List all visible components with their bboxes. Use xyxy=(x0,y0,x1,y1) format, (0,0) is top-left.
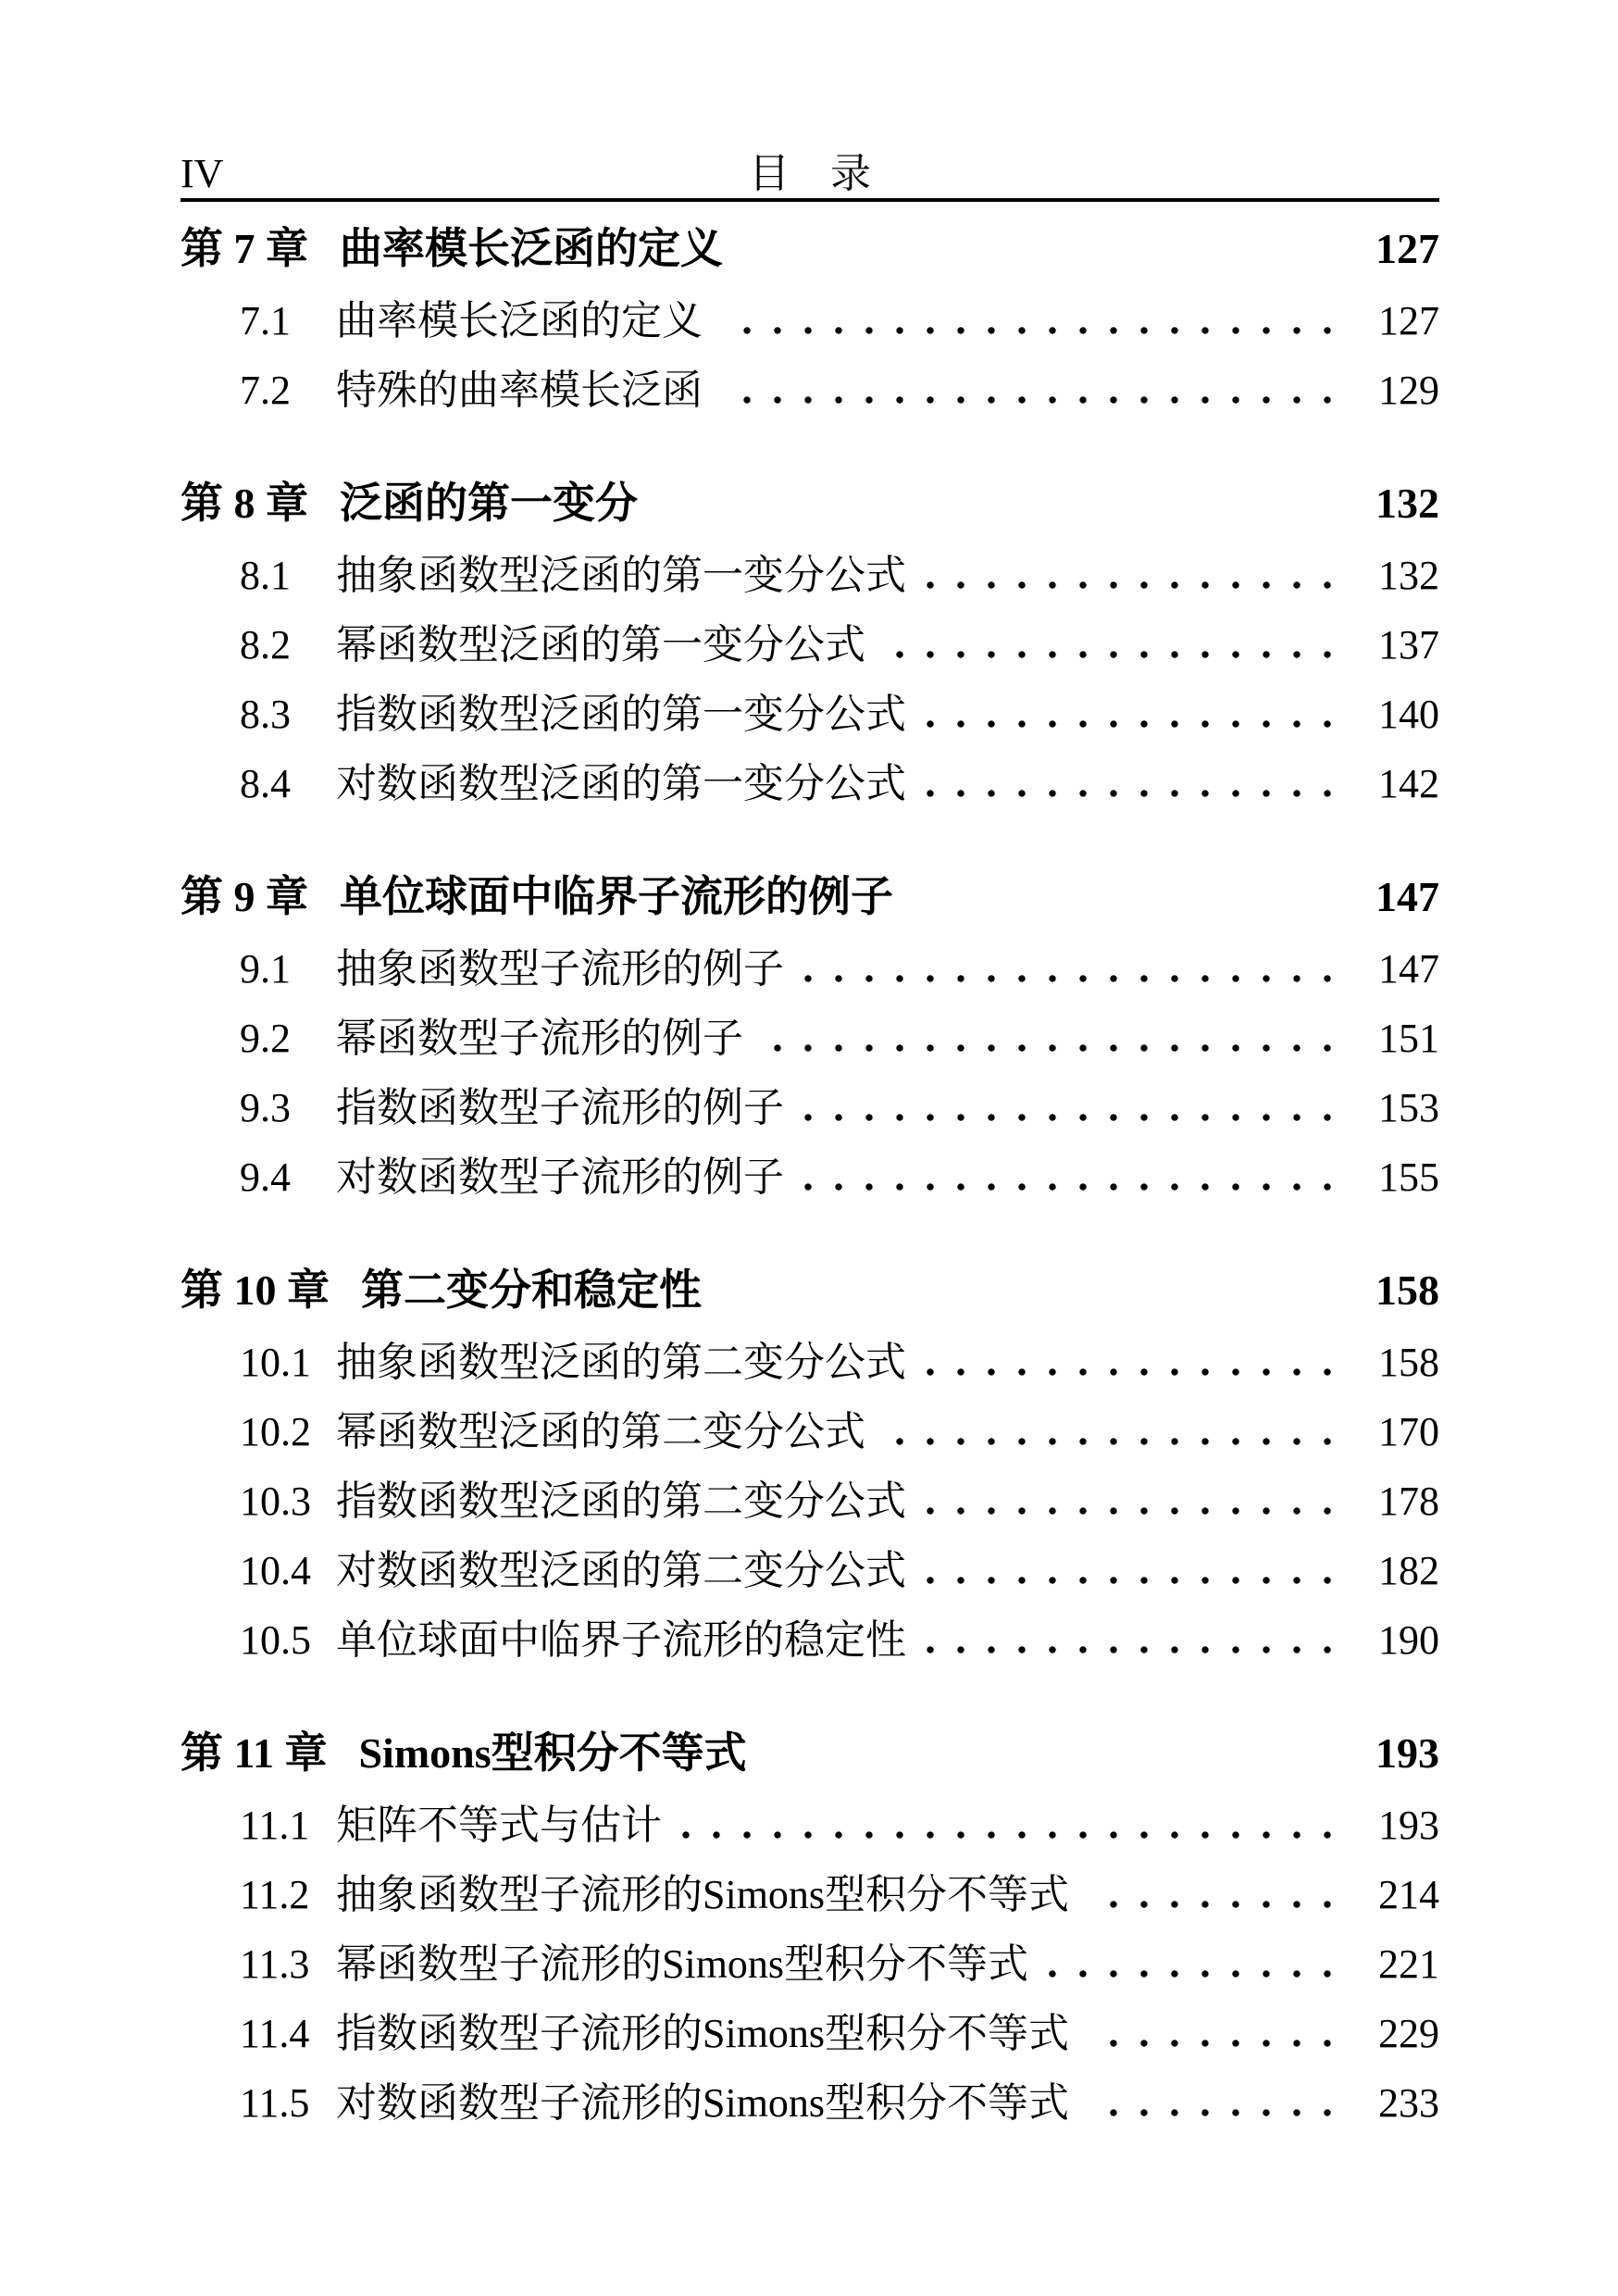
dot-leader xyxy=(927,1368,1354,1376)
dot-leader xyxy=(927,790,1354,797)
dot-leader xyxy=(723,396,1354,404)
chapter-title: 单位球面中临界子流形的例子 xyxy=(340,873,893,920)
toc-section-row[interactable] xyxy=(180,1004,1439,1073)
dot-leader xyxy=(1089,1901,1354,1908)
toc-section-row[interactable] xyxy=(180,541,1439,610)
dot-leader xyxy=(682,1831,1354,1839)
section-page-number: 127 xyxy=(1378,298,1439,343)
chapter-title: 泛函的第一变分 xyxy=(340,480,638,527)
section-title: 对数函数型泛函的第二变分公式 xyxy=(336,1548,906,1593)
section-number: 11.2 xyxy=(240,1872,310,1917)
toc-chapter-block xyxy=(180,212,1439,425)
section-title: 幂函数型泛函的第一变分公式 xyxy=(336,622,865,668)
section-number: 11.4 xyxy=(240,2011,310,2056)
section-title: 对数函数型子流形的Simons型积分不等式 xyxy=(336,2080,1070,2126)
section-page-number: 221 xyxy=(1378,1941,1439,1987)
section-title: 指数函数型泛函的第一变分公式 xyxy=(336,692,906,737)
dot-leader xyxy=(1089,2040,1354,2047)
section-number: 11.1 xyxy=(240,1803,310,1848)
toc-chapter-block xyxy=(180,860,1439,1212)
dot-leader xyxy=(927,720,1354,728)
dot-leader xyxy=(927,1646,1354,1653)
toc-section-row[interactable] xyxy=(180,1466,1439,1536)
section-number: 7.2 xyxy=(240,368,291,413)
dot-leader xyxy=(927,1507,1354,1515)
chapter-page-number: 158 xyxy=(1375,1267,1439,1314)
chapter-label: 第 8 章 xyxy=(180,480,308,527)
chapter-label: 第 11 章 xyxy=(180,1729,328,1777)
toc-section-row[interactable] xyxy=(180,1999,1439,2068)
chapter-title: 曲率模长泛函的定义 xyxy=(340,225,723,272)
toc-section-row[interactable] xyxy=(180,1860,1439,1929)
section-number: 10.2 xyxy=(240,1409,311,1454)
section-page-number: 190 xyxy=(1378,1617,1439,1663)
toc-section-row[interactable] xyxy=(180,1328,1439,1397)
toc-section-row[interactable] xyxy=(180,680,1439,749)
toc-section-row[interactable] xyxy=(180,1073,1439,1142)
section-page-number: 214 xyxy=(1378,1872,1439,1917)
section-number: 9.2 xyxy=(240,1016,291,1061)
toc-section-row[interactable] xyxy=(180,356,1439,425)
toc-chapter-row[interactable] xyxy=(180,467,1439,541)
toc-section-row[interactable] xyxy=(180,286,1439,356)
section-number: 9.4 xyxy=(240,1154,291,1200)
section-page-number: 229 xyxy=(1378,2011,1439,2056)
section-title: 矩阵不等式与估计 xyxy=(336,1803,662,1848)
section-number: 10.3 xyxy=(240,1479,311,1524)
chapter-title: 第二变分和稳定性 xyxy=(361,1267,702,1314)
section-page-number: 178 xyxy=(1378,1479,1439,1524)
table-of-contents xyxy=(180,212,1439,2138)
section-title: 对数函数型子流形的例子 xyxy=(336,1154,784,1200)
chapter-page-number: 127 xyxy=(1375,225,1439,272)
toc-section-row[interactable] xyxy=(180,934,1439,1004)
section-page-number: 129 xyxy=(1378,368,1439,413)
section-page-number: 182 xyxy=(1378,1548,1439,1593)
dot-leader xyxy=(886,651,1354,658)
section-page-number: 155 xyxy=(1378,1154,1439,1200)
section-page-number: 158 xyxy=(1378,1340,1439,1385)
section-number: 8.1 xyxy=(240,553,291,598)
section-title: 单位球面中临界子流形的稳定性 xyxy=(336,1617,906,1663)
toc-section-row[interactable] xyxy=(180,1536,1439,1605)
toc-section-row[interactable] xyxy=(180,749,1439,818)
toc-chapter-block xyxy=(180,1254,1439,1675)
section-number: 9.3 xyxy=(240,1085,291,1130)
chapter-title: Simons型积分不等式 xyxy=(358,1729,747,1777)
chapter-label: 第 10 章 xyxy=(180,1267,330,1314)
chapter-label: 第 9 章 xyxy=(180,873,308,920)
toc-section-row[interactable] xyxy=(180,1791,1439,1860)
section-title: 特殊的曲率模长泛函 xyxy=(336,368,703,413)
chapter-page-number: 147 xyxy=(1375,873,1439,920)
dot-leader xyxy=(804,1114,1354,1121)
toc-chapter-block xyxy=(180,1716,1439,2138)
header-rule xyxy=(180,198,1439,202)
section-title: 抽象函数型子流形的Simons型积分不等式 xyxy=(336,1872,1070,1917)
section-page-number: 151 xyxy=(1378,1016,1439,1061)
section-number: 7.1 xyxy=(240,298,291,343)
toc-section-row[interactable] xyxy=(180,2068,1439,2138)
toc-section-row[interactable] xyxy=(180,1605,1439,1675)
dot-leader xyxy=(927,1577,1354,1584)
section-number: 10.1 xyxy=(240,1340,311,1385)
section-number: 8.4 xyxy=(240,761,291,806)
dot-leader xyxy=(886,1438,1354,1445)
section-title: 抽象函数型子流形的例子 xyxy=(336,946,784,992)
section-number: 10.4 xyxy=(240,1548,311,1593)
dot-leader xyxy=(1049,1970,1354,1978)
section-page-number: 140 xyxy=(1378,692,1439,737)
chapter-page-number: 193 xyxy=(1375,1729,1439,1777)
section-title: 抽象函数型泛函的第一变分公式 xyxy=(336,553,906,598)
section-number: 8.3 xyxy=(240,692,291,737)
section-title: 曲率模长泛函的定义 xyxy=(336,298,703,343)
toc-title: 目 录 xyxy=(749,151,871,196)
section-number: 9.1 xyxy=(240,946,291,992)
page-number-label: IV xyxy=(180,151,224,196)
dot-leader xyxy=(723,327,1354,334)
section-title: 指数函数型子流形的Simons型积分不等式 xyxy=(336,2011,1070,2056)
section-title: 对数函数型泛函的第一变分公式 xyxy=(336,761,906,806)
section-page-number: 153 xyxy=(1378,1085,1439,1130)
section-number: 8.2 xyxy=(240,622,291,668)
dot-leader xyxy=(804,975,1354,982)
toc-chapter-block xyxy=(180,467,1439,818)
section-page-number: 142 xyxy=(1378,761,1439,806)
dot-leader xyxy=(927,581,1354,589)
toc-section-row[interactable] xyxy=(180,1929,1439,1999)
toc-chapter-row[interactable] xyxy=(180,1716,1439,1791)
toc-section-row[interactable] xyxy=(180,1397,1439,1466)
section-title: 幂函数型子流形的例子 xyxy=(336,1016,743,1061)
section-number: 11.5 xyxy=(240,2080,310,2126)
toc-chapter-row[interactable] xyxy=(180,1254,1439,1328)
toc-section-row[interactable] xyxy=(180,1142,1439,1212)
section-title: 幂函数型子流形的Simons型积分不等式 xyxy=(336,1941,1029,1987)
section-number: 11.3 xyxy=(240,1941,310,1987)
section-page-number: 170 xyxy=(1378,1409,1439,1454)
toc-chapter-row[interactable] xyxy=(180,860,1439,934)
section-page-number: 233 xyxy=(1378,2080,1439,2126)
section-title: 抽象函数型泛函的第二变分公式 xyxy=(336,1340,906,1385)
section-page-number: 137 xyxy=(1378,622,1439,668)
toc-content xyxy=(180,148,1439,2138)
dot-leader xyxy=(804,1183,1354,1191)
toc-section-row[interactable] xyxy=(180,610,1439,680)
chapter-label: 第 7 章 xyxy=(180,225,308,272)
dot-leader xyxy=(1089,2109,1354,2116)
section-title: 指数函数型子流形的例子 xyxy=(336,1085,784,1130)
section-page-number: 193 xyxy=(1378,1803,1439,1848)
running-header xyxy=(180,148,1439,198)
section-title: 指数函数型泛函的第二变分公式 xyxy=(336,1479,906,1524)
section-page-number: 132 xyxy=(1378,553,1439,598)
section-page-number: 147 xyxy=(1378,946,1439,992)
section-title: 幂函数型泛函的第二变分公式 xyxy=(336,1409,865,1454)
chapter-page-number: 132 xyxy=(1375,480,1439,527)
toc-chapter-row[interactable] xyxy=(180,212,1439,286)
dot-leader xyxy=(764,1044,1354,1052)
section-number: 10.5 xyxy=(240,1617,311,1663)
